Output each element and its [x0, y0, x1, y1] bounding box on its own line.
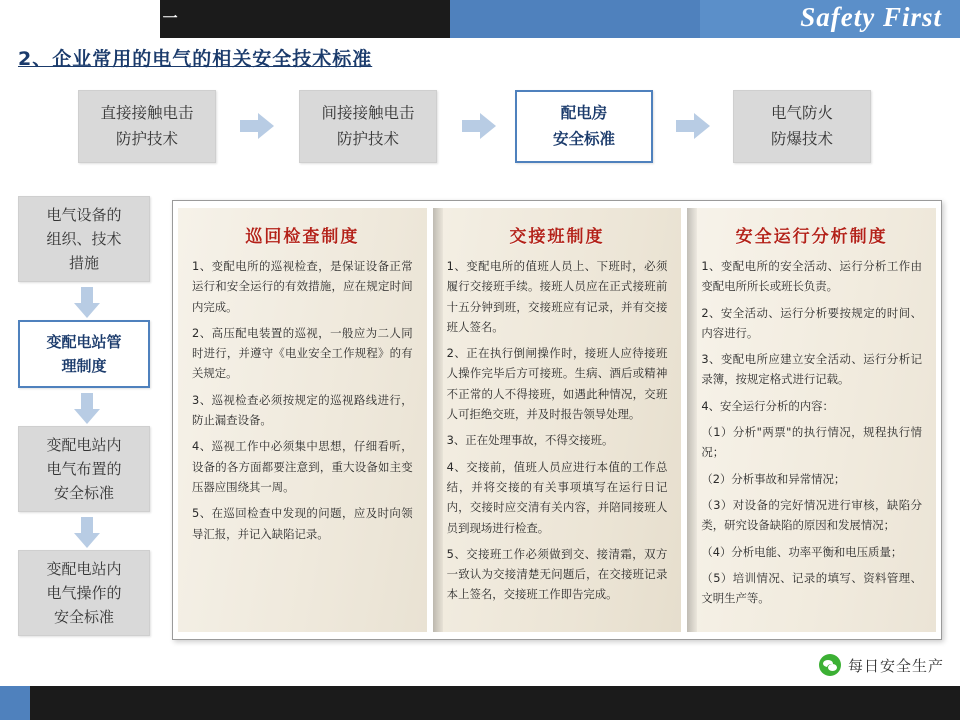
- document-paragraph: 2、高压配电装置的巡视，一般应为二人同时进行，并遵守《电业安全工作规程》的有关规定。: [192, 325, 413, 381]
- brand-title: Safety First: [800, 2, 942, 32]
- arrow-head: [694, 113, 710, 139]
- sidebar-item-4[interactable]: [18, 550, 150, 636]
- sidebar-item-1-line1: 电气设备的: [46, 206, 122, 224]
- document-paragraph: 1、变配电所的巡视检查，是保证设备正常运行和安全运行的有效措施，应在规定时间内完成。: [192, 259, 413, 314]
- flow-arrow-right-2: [462, 113, 496, 139]
- document-page-2-title: 交接班制度: [509, 227, 605, 247]
- sidebar-item-1[interactable]: [18, 196, 150, 282]
- sidebar-arrow-down-3: [74, 517, 100, 547]
- sidebar-item-3-line2: 电气布置的: [46, 460, 122, 478]
- document-paragraph: 5、交接班工作必须做到交、接清霜，双方一致认为交接清楚无问题后，在交接班记录本上签名，交接班工作即告完成。: [446, 546, 668, 602]
- arrow-head: [74, 533, 100, 548]
- sidebar-item-3-line3: 安全标准: [53, 484, 114, 502]
- flow-box-2-line1: 间接接触电击: [321, 103, 415, 122]
- flow-box-2-line2: 防护技术: [336, 129, 399, 148]
- document-paragraph: 4、巡视工作中必须集中思想，仔细看听，设备的各方面都要注意到，重大设备如主变压器应围绕其一周。: [192, 439, 413, 494]
- document-photo-panel: [172, 200, 942, 640]
- sidebar-item-2-active[interactable]: [18, 320, 150, 388]
- flow-box-3-active[interactable]: [515, 90, 653, 163]
- arrow-head: [74, 303, 100, 318]
- flow-arrow-right-1: [240, 113, 274, 139]
- document-paragraph: 4、交接前，值班人员应进行本值的工作总结，并将交接的有关事项填写在运行日记内，交接时应交清有关内容，并陪同接班人员到现场进行检查。: [446, 459, 668, 535]
- document-page-1-body: [192, 256, 413, 544]
- page-title: 2、企业常用的电气的相关安全技术标准: [18, 48, 373, 70]
- flow-box-1-line2: 防护技术: [115, 129, 178, 148]
- banner-segment-dark: [160, 0, 450, 38]
- flow-arrow-right-3: [676, 113, 710, 139]
- document-paragraph: 1、变配电所的安全活动、运行分析工作由变配电所所长或班长负责。: [701, 259, 923, 294]
- document-page-2-body: [447, 256, 668, 605]
- sidebar-item-3[interactable]: [18, 426, 150, 512]
- arrow-shaft: [462, 120, 482, 132]
- flow-box-3-line1: 配电房: [560, 103, 608, 122]
- sidebar-item-4-line1: 变配电站内: [46, 560, 122, 578]
- document-paragraph: 5、在巡回检查中发现的问题，应及时向领导汇报，并记入缺陷记录。: [192, 506, 413, 541]
- document-page-3-title: 安全运行分析制度: [735, 227, 888, 247]
- wechat-badge: [819, 654, 944, 676]
- document-paragraph: 2、正在执行倒闸操作时，接班人应待接班人操作完毕后方可接班。生病、酒后或精神不正常的人不得接班，如遇此种情况，交班人可拒绝交班，并及时报告领导处理。: [446, 346, 668, 422]
- document-paragraph: 3、变配电所应建立安全活动、运行分析记录簿，按规定格式进行记载。: [701, 352, 923, 387]
- document-paragraph: （4）分析电能、功率平衡和电压质量；: [701, 544, 903, 559]
- sidebar-item-1-line2: 组织、技术: [46, 230, 122, 248]
- document-paragraph: 3、正在处理事故，不得交接班。: [446, 433, 614, 448]
- document-paragraph: （2）分析事故和异常情况；: [701, 471, 846, 486]
- page-fold-shadow: [433, 208, 443, 632]
- wechat-label: 每日安全生产: [847, 656, 944, 675]
- document-paragraph: （1）分析"两票"的执行情况，规程执行情况；: [701, 425, 923, 460]
- flow-box-4[interactable]: [733, 90, 871, 163]
- sidebar-arrow-down-1: [74, 287, 100, 317]
- sidebar-arrow-down-2: [74, 393, 100, 423]
- flow-box-1-line1: 直接接触电击: [100, 103, 194, 122]
- sidebar-item-2-line1: 变配电站管: [46, 333, 122, 351]
- document-paragraph: 3、巡视检查必须按规定的巡视路线进行，防止漏查设备。: [192, 392, 413, 428]
- sidebar-item-4-line3: 安全标准: [53, 608, 114, 626]
- document-paragraph: 2、安全活动、运行分析要按规定的时间、内容进行。: [701, 305, 923, 340]
- footer-accent-strip: [0, 686, 30, 720]
- page-fold-shadow: [687, 208, 697, 632]
- arrow-shaft: [676, 120, 696, 132]
- document-paragraph: 4、安全运行分析的内容：: [701, 398, 834, 413]
- document-page-1-title: 巡回检查制度: [245, 227, 360, 247]
- flow-box-1[interactable]: [78, 90, 216, 163]
- arrow-head: [258, 113, 274, 139]
- wechat-icon: [819, 654, 841, 676]
- sidebar-item-1-line3: 措施: [68, 254, 99, 272]
- flow-box-3-line2: 安全标准: [552, 129, 615, 148]
- arrow-head: [480, 113, 496, 139]
- document-page-3: [686, 207, 937, 633]
- arrow-head: [74, 409, 100, 424]
- document-page-2: [432, 207, 683, 633]
- flow-box-2[interactable]: [299, 90, 437, 163]
- footer-bar: [0, 686, 960, 720]
- flow-box-4-line1: 电气防火: [770, 103, 833, 122]
- sidebar-item-2-line2: 理制度: [61, 357, 107, 375]
- document-page-1: [177, 207, 428, 633]
- sidebar-item-4-line2: 电气操作的: [46, 584, 122, 602]
- document-page-3-body: [701, 256, 922, 608]
- document-paragraph: （5）培训情况、记录的填写、资料管理、文明生产等。: [701, 570, 923, 606]
- sidebar-item-3-line1: 变配电站内: [46, 436, 122, 454]
- banner-segment-blue-left: [450, 0, 700, 38]
- document-paragraph: 1、变配电所的值班人员上、下班时，必须履行交接班手续。接班人员应在正式接班前十五分钟到班，交接班应有记录，并有交接班人签名。: [446, 259, 668, 334]
- arrow-shaft: [240, 120, 260, 132]
- document-paragraph: （3）对设备的完好情况进行审核，缺陷分类，研究设备缺陷的原因和发展情况；: [701, 497, 923, 533]
- footer-slogan: 安 全 第 一: [72, 9, 183, 27]
- flow-box-4-line2: 防爆技术: [770, 129, 833, 148]
